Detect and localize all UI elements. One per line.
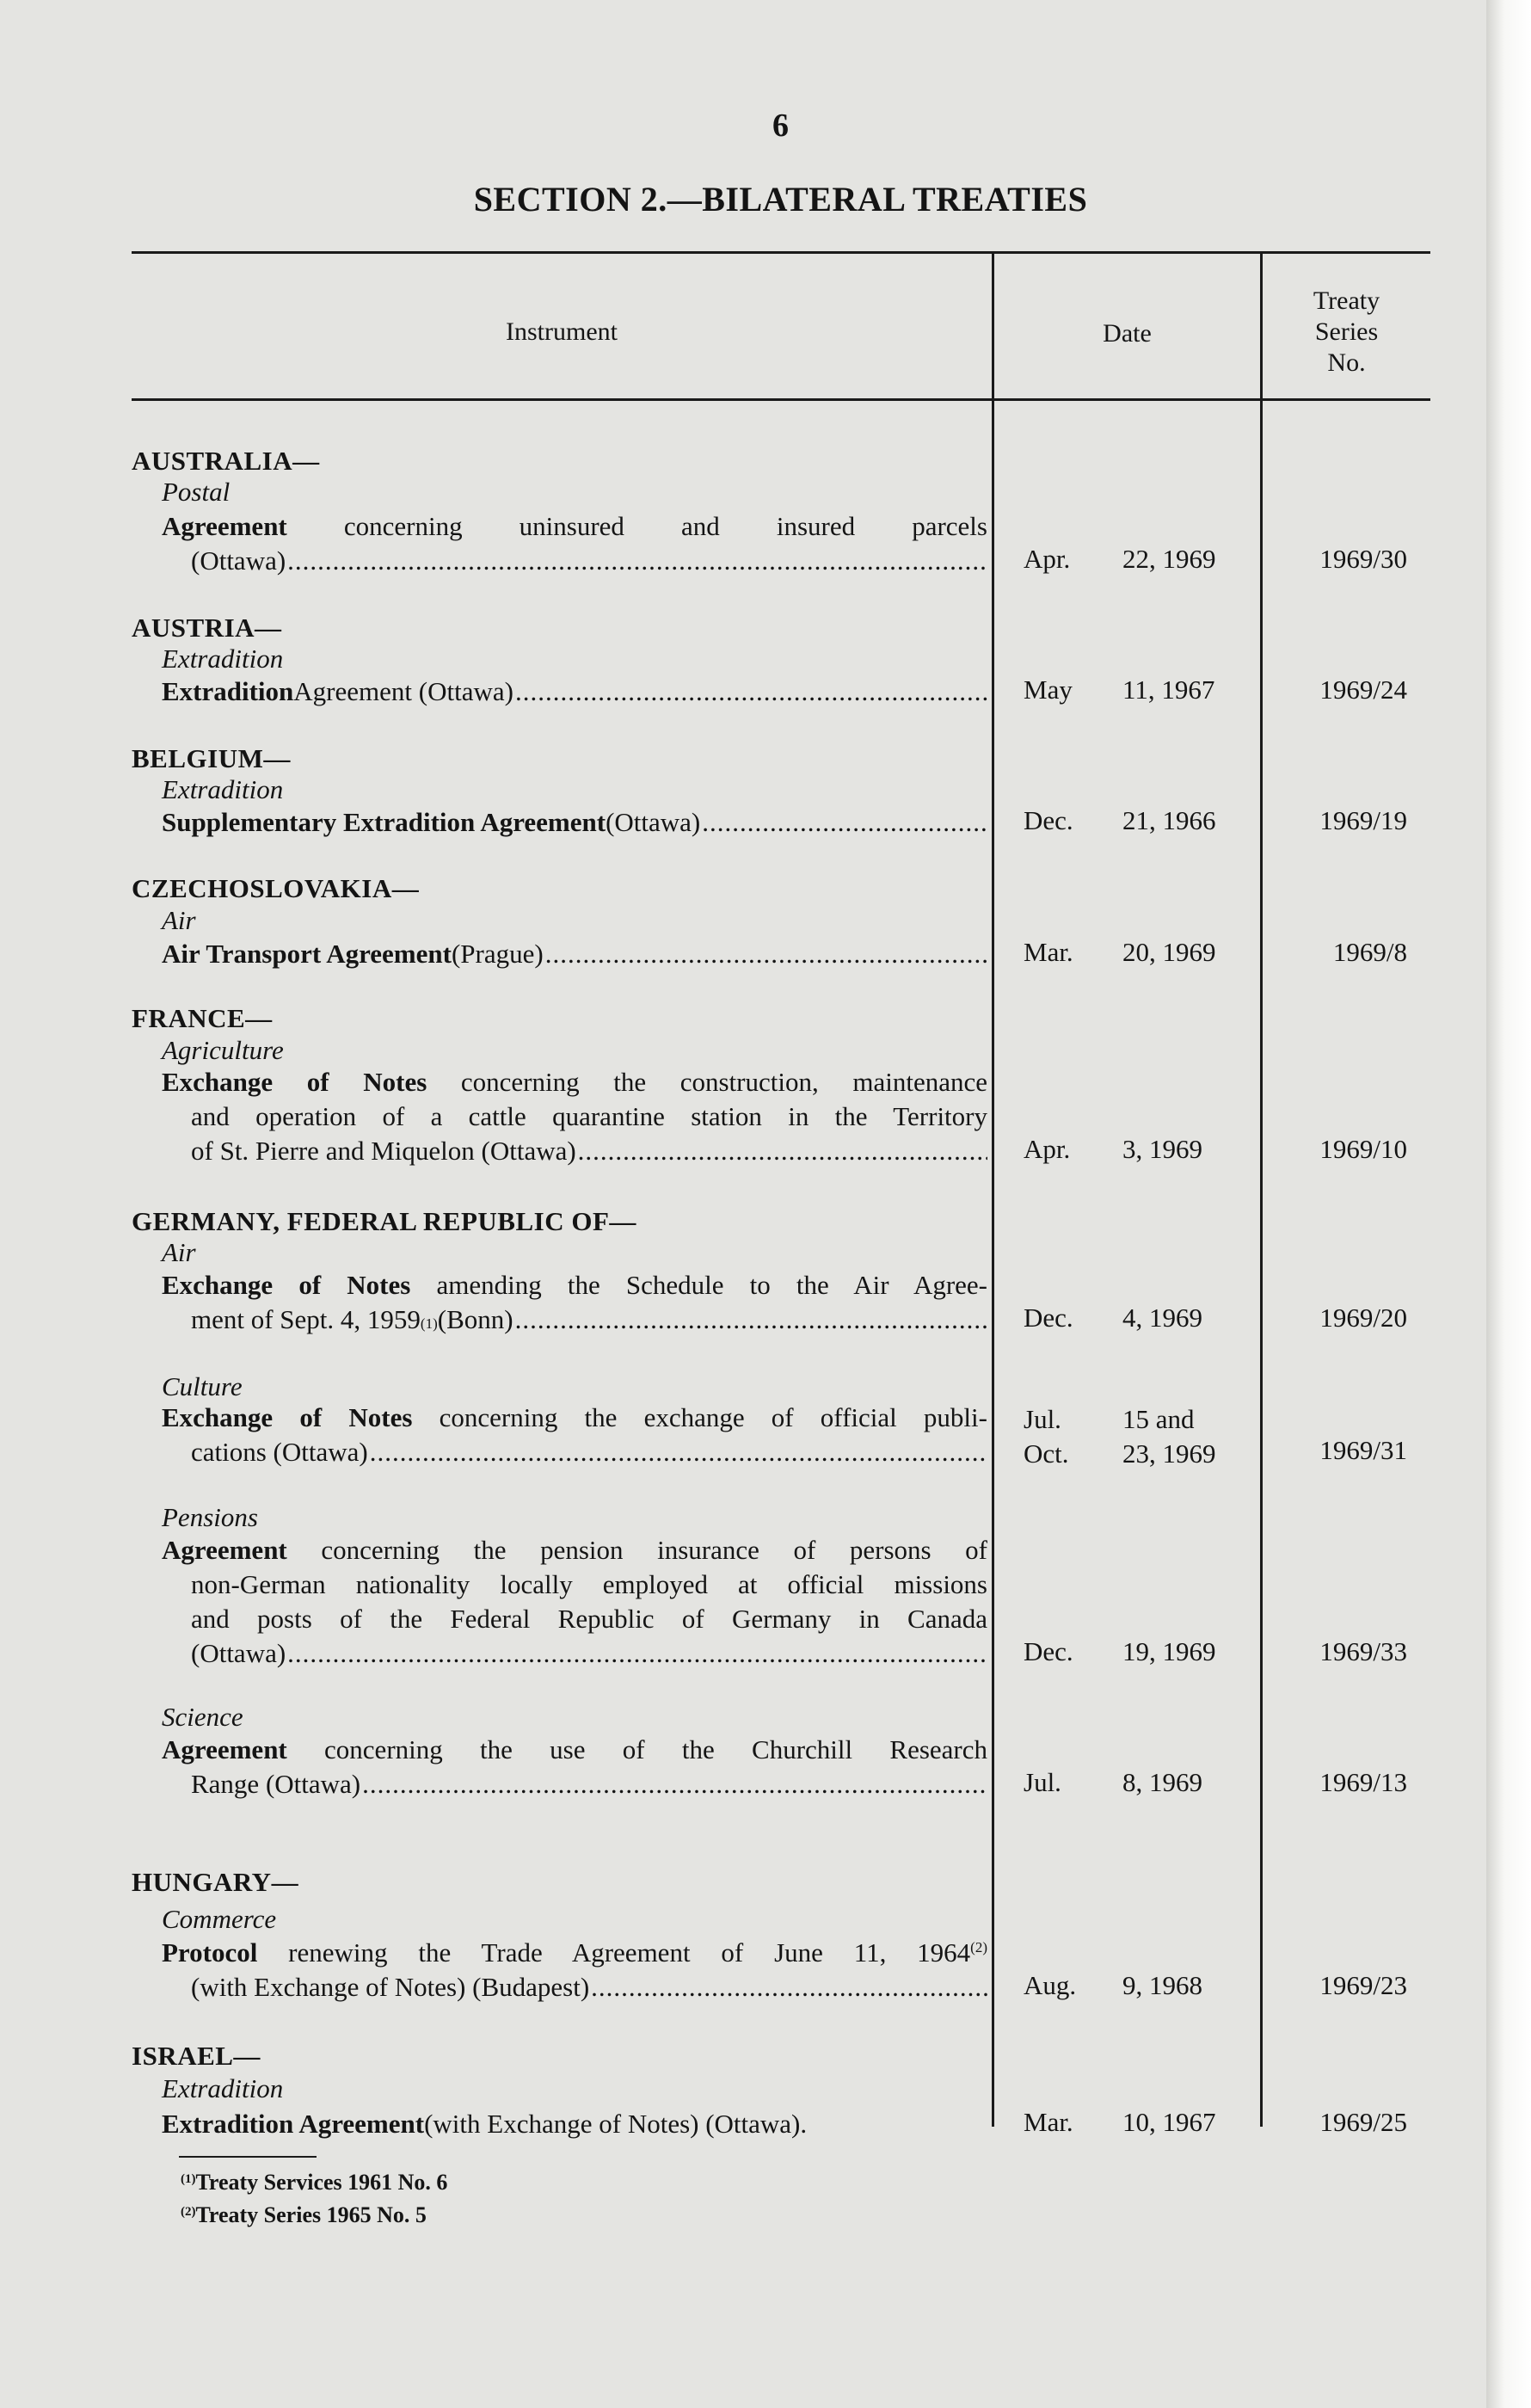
instrument-last-line: cations (Ottawa) .....: [162, 1435, 987, 1469]
instrument-line: Exchange of Notes amending the Schedule to the Air Agree-: [162, 1270, 987, 1300]
treaty-series-number: 1969/20: [1319, 1303, 1407, 1333]
subject-heading: Science: [162, 1702, 243, 1732]
instrument-last-line: Extradition Agreement (with Exchange of Notes) (Ottawa).: [162, 2109, 808, 2139]
country-heading: BELGIUM—: [132, 743, 291, 773]
footnote: $^{(2)}$Treaty Series 1965 No. 5: [181, 2202, 427, 2227]
country-heading: AUSTRIA—: [132, 613, 282, 643]
treaty-series-number: 1969/25: [1319, 2107, 1407, 2137]
instrument-entry: [162, 509, 987, 578]
treaty-date: Mar. 20, 1969: [1024, 937, 1216, 967]
treaty-date: Apr. 3, 1969: [1024, 1134, 1202, 1164]
instrument-line: Protocol renewing the Trade Agreement of June 11, 1964$^{(2)}$: [162, 1937, 987, 1968]
instrument-line: Exchange of Notes concerning the exchange of official publi-: [162, 1402, 987, 1432]
column-divider-date: [992, 251, 994, 2127]
country-heading: AUSTRALIA—: [132, 446, 320, 476]
treaty-series-number: 1969/8: [1332, 937, 1407, 967]
subject-heading: Air: [162, 905, 196, 935]
instrument-last-line: Supplementary Extradition Agreement (Ottawa) .....: [162, 805, 987, 840]
instrument-entry: [162, 805, 987, 840]
country-heading: FRANCE—: [132, 1003, 273, 1033]
treaty-date-end: Oct. 23, 1969: [1024, 1438, 1216, 1469]
treaty-date-range: [1024, 1402, 1230, 1471]
instrument-last-line: (Ottawa) .....: [162, 544, 987, 578]
subject-heading: Pensions: [162, 1502, 258, 1532]
country-heading: GERMANY, FEDERAL REPUBLIC OF—: [132, 1206, 636, 1236]
treaty-series-number: 1969/30: [1319, 544, 1407, 574]
page-edge: [1486, 0, 1531, 2408]
treaty-series-number: 1969/10: [1319, 1134, 1407, 1164]
subject-heading: Extradition: [162, 644, 284, 674]
instrument-line: Agreement concerning uninsured and insured parcels: [162, 511, 987, 541]
treaty-series-number: 1969/13: [1319, 1767, 1407, 1797]
treaty-date: Dec. 21, 1966: [1024, 805, 1216, 835]
subject-heading: Extradition: [162, 2073, 284, 2103]
footnote-rule: [179, 2156, 317, 2158]
instrument-line: non-German nationality locally employed at official missions: [191, 1569, 987, 1599]
instrument-last-line: of St. Pierre and Miquelon (Ottawa) .....: [162, 1134, 987, 1168]
treaty-series-number: 1969/23: [1319, 1970, 1407, 2000]
instrument-entry: [162, 1401, 987, 1469]
instrument-last-line: (Ottawa) .....: [162, 1636, 987, 1671]
column-header-date: Date: [1103, 319, 1152, 348]
instrument-entry: [162, 1533, 987, 1671]
treaty-series-number: 1969/24: [1319, 674, 1407, 705]
subject-heading: Air: [162, 1237, 196, 1267]
instrument-last-line: Extradition Agreement (Ottawa) .....: [162, 674, 987, 709]
instrument-entry: [162, 1268, 987, 1337]
column-header-treaty-series: [1263, 286, 1430, 379]
page-number: 6: [772, 108, 789, 144]
instrument-line: and operation of a cattle quarantine station in the Territory: [191, 1101, 987, 1131]
instrument-entry: [162, 2107, 987, 2141]
instrument-last-line: ment of Sept. 4, 1959 (1) (Bonn) .....: [162, 1303, 987, 1337]
table-header-rule: [132, 398, 1430, 401]
column-header-instrument: Instrument: [506, 317, 618, 346]
instrument-line: Agreement concerning the pension insurance of persons of: [162, 1535, 987, 1565]
instrument-line: Agreement concerning the use of the Churchill Research: [162, 1734, 987, 1764]
instrument-entry: [162, 674, 987, 709]
instrument-entry: [162, 1065, 987, 1168]
country-heading: CZECHOSLOVAKIA—: [132, 873, 420, 903]
column-header-series-line1: Treaty: [1313, 286, 1380, 315]
treaty-series-number: 1969/33: [1319, 1636, 1407, 1666]
treaty-date: Aug. 9, 1968: [1024, 1970, 1202, 2000]
treaty-date: May 11, 1967: [1024, 674, 1215, 705]
instrument-entry: [162, 937, 987, 971]
country-heading: HUNGARY—: [132, 1867, 299, 1897]
instrument-last-line: Range (Ottawa) .....: [162, 1767, 987, 1801]
treaty-series-number: 1969/31: [1319, 1435, 1407, 1465]
instrument-line: and posts of the Federal Republic of Germany in Canada: [191, 1604, 987, 1634]
subject-heading: Commerce: [162, 1904, 277, 1934]
instrument-line: Exchange of Notes concerning the construction, maintenance: [162, 1067, 987, 1097]
subject-heading: Postal: [162, 477, 231, 507]
treaty-date-start: Jul. 15 and: [1024, 1404, 1195, 1434]
instrument-last-line: (with Exchange of Notes) (Budapest) .....: [162, 1970, 987, 2005]
treaty-date: Apr. 22, 1969: [1024, 544, 1216, 574]
instrument-last-line: Air Transport Agreement (Prague) .....: [162, 937, 987, 971]
country-heading: ISRAEL—: [132, 2041, 261, 2071]
column-divider-series: [1260, 251, 1263, 2127]
footnote: $^{(1)}$Treaty Services 1961 No. 6: [181, 2170, 448, 2195]
subject-heading: Culture: [162, 1371, 243, 1401]
column-header-series-line2: Series: [1314, 317, 1379, 346]
treaty-date: Dec. 4, 1969: [1024, 1303, 1202, 1333]
table-top-rule: [132, 251, 1430, 254]
subject-heading: Agriculture: [162, 1035, 284, 1065]
instrument-entry: [162, 1733, 987, 1801]
treaty-date: Jul. 8, 1969: [1024, 1767, 1202, 1797]
treaty-date: Dec. 19, 1969: [1024, 1636, 1216, 1666]
subject-heading: Extradition: [162, 774, 284, 804]
treaty-date: Mar. 10, 1967: [1024, 2107, 1216, 2137]
section-title: SECTION 2.—BILATERAL TREATIES: [473, 180, 1088, 219]
instrument-entry: [162, 1936, 987, 2005]
treaty-series-number: 1969/19: [1319, 805, 1407, 835]
column-header-series-line3: No.: [1327, 348, 1366, 377]
